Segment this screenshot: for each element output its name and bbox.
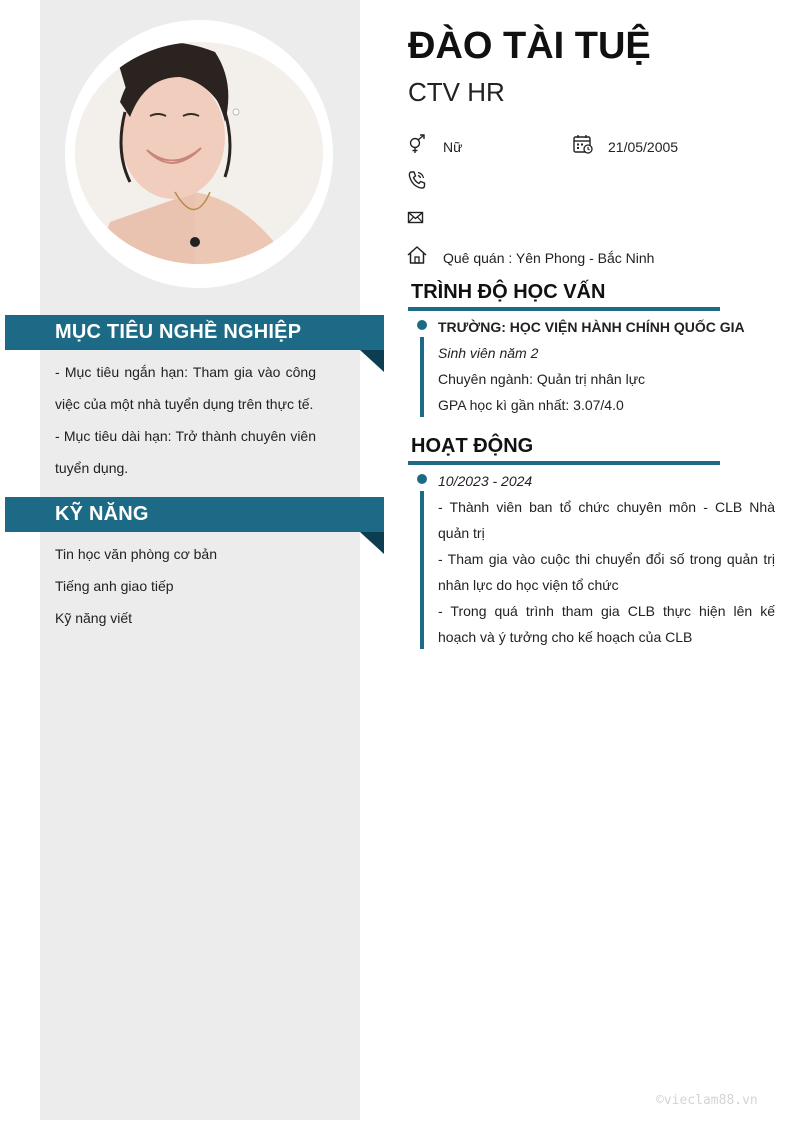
avatar [75,42,323,264]
skills-ribbon-fold [360,532,384,554]
hometown-value: Quê quán : Yên Phong - Bắc Ninh [443,250,655,266]
objective-item: - Mục tiêu dài hạn: Trở thành chuyên viên tuyển dụng. [55,428,316,476]
skills-list [55,538,316,634]
skills-ribbon [5,497,384,532]
activities-bullet [417,474,427,484]
calendar-icon [573,134,593,154]
home-icon [407,245,427,265]
education-major: Chuyên ngành: Quản trị nhân lực [438,371,646,387]
activities-period: 10/2023 - 2024 [438,473,533,489]
activity-item: - Tham gia vào cuộc thi chuyển đổi số trong quản trị nhân lực do học viện tổ chức [438,551,775,593]
email-icon [407,208,427,228]
avatar-photo [75,42,323,264]
activity-item: - Trong quá trình tham gia CLB thực hiện lên kế hoạch và ý tưởng cho kế hoạch của CLB [438,603,775,645]
gender-icon [407,134,427,154]
skill-item: Tiếng anh giao tiếp [55,578,174,594]
skill-item: Tin học văn phòng cơ bản [55,546,217,562]
objective-item: - Mục tiêu ngắn hạn: Tham gia vào công việc của một nhà tuyển dụng trên thực tế. [55,364,316,412]
activities-title: HOẠT ĐỘNG [411,435,534,457]
job-role: CTV HR [408,77,505,107]
education-title: TRÌNH ĐỘ HỌC VẤN [411,281,606,303]
activities-entry [438,468,775,650]
activities-underline [408,461,720,465]
skill-item: Kỹ năng viết [55,610,133,626]
watermark: ©vieclam88.vn [656,1093,758,1108]
education-bullet [417,320,427,330]
objective-ribbon-fold [360,350,384,372]
education-year: Sinh viên năm 2 [438,345,539,361]
phone-icon [407,170,427,190]
objective-list [55,356,316,484]
education-underline [408,307,720,311]
objective-ribbon [5,315,384,350]
education-school: TRƯỜNG: HỌC VIỆN HÀNH CHÍNH QUỐC GIA [438,319,745,335]
full-name: ĐÀO TÀI TUỆ [408,25,651,67]
education-timeline [420,337,424,417]
birthday-value: 21/05/2005 [608,139,679,155]
education-entry [438,314,775,418]
skills-title: KỸ NĂNG [55,503,149,525]
activities-timeline [420,491,424,649]
gender-value: Nữ [443,139,463,155]
objective-title: MỤC TIÊU NGHỀ NGHIỆP [55,321,302,343]
education-gpa: GPA học kì gần nhất: 3.07/4.0 [438,397,624,413]
activity-item: - Thành viên ban tổ chức chuyên môn - CLB Nhà quản trị [438,499,775,541]
